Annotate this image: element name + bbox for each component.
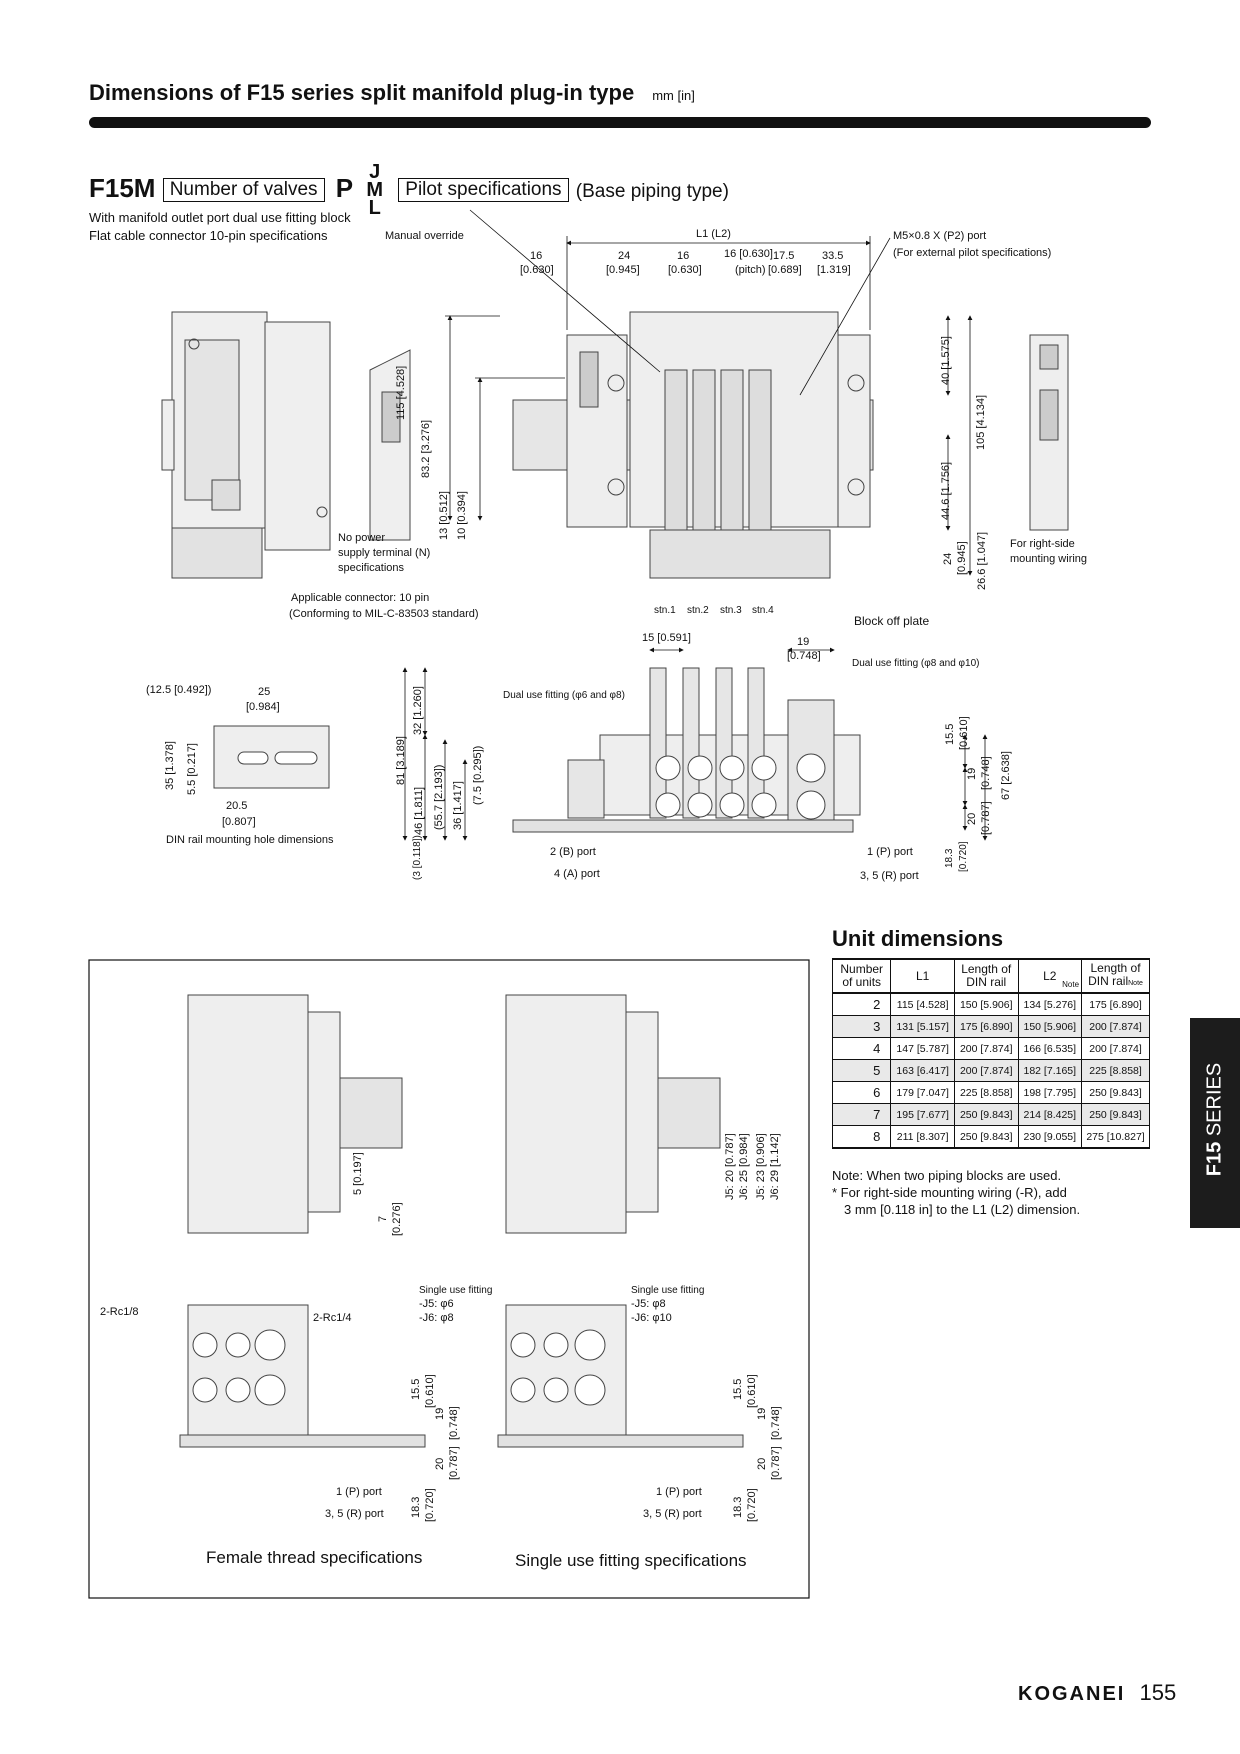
- var1-20-in: [0.787]: [448, 1446, 460, 1480]
- table-row: [833, 1060, 1150, 1082]
- female-caption: Female thread specifications: [206, 1548, 423, 1567]
- rc18-label: 2-Rc1/8: [100, 1306, 139, 1318]
- dim-81: 81 [3.189]: [395, 736, 407, 785]
- model-p: P: [335, 172, 354, 203]
- table-row: [833, 1104, 1150, 1126]
- variant-l: L: [368, 197, 381, 219]
- top-view: [513, 312, 873, 578]
- dual-fitting-right: Dual use fitting (φ8 and φ10): [852, 658, 980, 669]
- var2-19: 19: [756, 1407, 768, 1420]
- dim-36: 36 [1.417]: [452, 781, 464, 830]
- cell-n: 2: [833, 993, 891, 1016]
- dim-40: 40 [1.575]: [940, 336, 952, 385]
- connector-standard: (Conforming to MIL-C-83503 standard): [289, 608, 479, 620]
- var1-20: 20: [434, 1457, 446, 1470]
- pilot-box: Pilot specifications: [398, 178, 568, 202]
- single-caption: Single use fitting specifications: [515, 1551, 747, 1570]
- cell-l2: 150 [5.906]: [1018, 1016, 1082, 1038]
- dim-16a-in: [0.630]: [520, 264, 554, 276]
- series-tab-bold: F15: [1203, 1141, 1226, 1177]
- cell-l2: 182 [7.165]: [1018, 1060, 1082, 1082]
- series-tab-rest: SERIES: [1203, 1062, 1226, 1142]
- var1-port-r: 3, 5 (R) port: [325, 1508, 384, 1520]
- var2-155-in: [0.610]: [746, 1374, 758, 1408]
- th-l1: L1: [891, 959, 955, 993]
- var1-155: 15.5: [410, 1378, 422, 1400]
- th-din2-text: Length of DIN rail: [1088, 961, 1141, 988]
- l1-l2-label: L1 (L2): [696, 228, 731, 240]
- dim-24-in: [0.945]: [606, 264, 640, 276]
- single1-a: Single use fitting: [419, 1285, 493, 1296]
- page-number: 155: [1139, 1680, 1177, 1705]
- cell-din2: 250 [9.843]: [1082, 1104, 1150, 1126]
- cell-n: 3: [833, 1016, 891, 1038]
- pitch-label: (pitch): [735, 264, 766, 276]
- dim-46: 46 [1.811]: [413, 786, 425, 835]
- dim-7: 7: [377, 1215, 389, 1222]
- var1-19: 19: [434, 1407, 446, 1420]
- cell-din: 175 [6.890]: [954, 1016, 1018, 1038]
- cell-l1: 115 [4.528]: [891, 993, 955, 1016]
- single2-b: -J5: φ8: [631, 1298, 666, 1310]
- cell-din2: 200 [7.874]: [1082, 1038, 1150, 1060]
- dim-175: 17.5: [773, 250, 795, 262]
- dim-19h: 19: [797, 636, 810, 648]
- dim-3: (3 [0.118]): [412, 835, 423, 880]
- page-footer: [1018, 1680, 1176, 1706]
- unit-note-1: Note: When two piping blocks are used.: [832, 1168, 1062, 1183]
- dim-24v: 24: [942, 552, 954, 565]
- dim-20-in: [0.787]: [980, 801, 992, 835]
- var2-port-p: 1 (P) port: [656, 1486, 702, 1498]
- dim-183: 18.3: [944, 848, 955, 868]
- cell-n: 5: [833, 1060, 891, 1082]
- dim-10: 10 [0.394]: [456, 491, 468, 540]
- dim-446: 44.6 [1.756]: [940, 461, 952, 520]
- din-rail-view: [214, 726, 329, 788]
- dim-32: 32 [1.260]: [412, 686, 424, 735]
- title-text: Dimensions of F15 series split manifold plug-in type: [89, 80, 635, 105]
- th-units: Number of units: [833, 959, 891, 993]
- cell-l2: 230 [9.055]: [1018, 1126, 1082, 1149]
- cell-l2: 166 [6.535]: [1018, 1038, 1082, 1060]
- spec-note-1: With manifold outlet port dual use fitting block: [89, 210, 351, 225]
- port-a-label: 4 (A) port: [554, 868, 600, 880]
- brand-logo: KOGANEI: [1018, 1683, 1126, 1705]
- dim-832: 83.2 [3.276]: [420, 419, 432, 478]
- j5-20: J5: 20 [0.787]: [724, 1133, 736, 1200]
- cell-din: 225 [8.858]: [954, 1082, 1018, 1104]
- stn2-label: stn.2: [687, 605, 709, 616]
- th-din: Length of DIN rail: [954, 959, 1018, 993]
- var1-155-in: [0.610]: [424, 1374, 436, 1408]
- model-code: F15M: [89, 172, 156, 203]
- dim-67: 67 [2.638]: [1000, 751, 1012, 800]
- dim-75: (7.5 [0.295]): [472, 745, 484, 805]
- spec-note-2: Flat cable connector 10-pin specifications: [89, 228, 328, 243]
- stn1-label: stn.1: [654, 605, 676, 616]
- dim-183-in: [0.720]: [958, 841, 969, 872]
- cell-din2: 250 [9.843]: [1082, 1082, 1150, 1104]
- dim-105: 105 [4.134]: [975, 394, 987, 450]
- j6-29: J6: 29 [1.142]: [769, 1133, 781, 1200]
- cell-n: 6: [833, 1082, 891, 1104]
- din-caption: DIN rail mounting hole dimensions: [166, 834, 334, 846]
- dim-266: 26.6 [1.047]: [976, 531, 988, 590]
- port-p-label: 1 (P) port: [867, 846, 913, 858]
- cell-l1: 163 [6.417]: [891, 1060, 955, 1082]
- cell-din: 250 [9.843]: [954, 1126, 1018, 1149]
- right-side-1: For right-side: [1010, 538, 1075, 550]
- dim-335: 33.5: [822, 250, 844, 262]
- cell-din: 250 [9.843]: [954, 1104, 1018, 1126]
- dim-5: 5 [0.197]: [352, 1152, 364, 1195]
- variant-m: M: [366, 179, 384, 201]
- var1-183-in: [0.720]: [424, 1488, 436, 1522]
- dim-19v-in: [0.748]: [980, 756, 992, 790]
- table-row: [833, 1016, 1150, 1038]
- dim-16b: 16: [677, 250, 690, 262]
- din-205: 20.5: [226, 800, 248, 812]
- right-side-view: [1030, 335, 1068, 530]
- cell-din: 200 [7.874]: [954, 1038, 1018, 1060]
- cell-n: 4: [833, 1038, 891, 1060]
- dim-335-in: [1.319]: [817, 264, 851, 276]
- cell-din2: 225 [8.858]: [1082, 1060, 1150, 1082]
- series-side-tab: [1190, 1018, 1240, 1228]
- cell-din: 200 [7.874]: [954, 1060, 1018, 1082]
- variant-j: J: [369, 161, 381, 183]
- no-power-3: specifications: [338, 562, 405, 574]
- unit-text: mm [in]: [652, 88, 695, 103]
- cell-l1: 131 [5.157]: [891, 1016, 955, 1038]
- table-row: [833, 1082, 1150, 1104]
- dim-16a: 16: [530, 250, 543, 262]
- single2-a: Single use fitting: [631, 1285, 705, 1296]
- j5-23: J5: 23 [0.906]: [755, 1133, 767, 1200]
- table-row: [833, 1038, 1150, 1060]
- cell-l1: 179 [7.047]: [891, 1082, 955, 1104]
- dim-557: (55.7 [2.193]): [433, 764, 445, 830]
- dim-24v-in: [0.945]: [956, 541, 968, 575]
- din-55: 5.5 [0.217]: [186, 743, 198, 795]
- din-25-in: [0.984]: [246, 701, 280, 713]
- din-205-in: [0.807]: [222, 816, 256, 828]
- var1-port-p: 1 (P) port: [336, 1486, 382, 1498]
- dim-175-in: [0.689]: [768, 264, 802, 276]
- dim-155-in: [0.610]: [958, 716, 970, 750]
- cell-din2: 275 [10.827]: [1082, 1126, 1150, 1149]
- cell-l1: 211 [8.307]: [891, 1126, 955, 1149]
- cell-l2: 214 [8.425]: [1018, 1104, 1082, 1126]
- din-35: 35 [1.378]: [164, 741, 176, 790]
- dim-15h: 15 [0.591]: [642, 632, 691, 644]
- table-row: [833, 993, 1150, 1016]
- m5-port-note: (For external pilot specifications): [893, 247, 1052, 259]
- dim-19h-in: [0.748]: [787, 650, 821, 662]
- side-view-left: [162, 312, 330, 578]
- dim-7-in: [0.276]: [391, 1202, 403, 1236]
- cell-n: 8: [833, 1126, 891, 1149]
- th-din2: [1082, 959, 1150, 993]
- right-side-2: mounting wiring: [1010, 553, 1088, 565]
- model-tail: (Base piping type): [575, 180, 729, 202]
- port-r-label: 3, 5 (R) port: [860, 870, 919, 882]
- th-l2-note: Note: [1062, 980, 1080, 989]
- cell-din: 150 [5.906]: [954, 993, 1018, 1016]
- dim-20: 20: [966, 812, 978, 825]
- var2-20-in: [0.787]: [770, 1446, 782, 1480]
- cell-l1: 195 [7.677]: [891, 1104, 955, 1126]
- dim-16b-in: [0.630]: [668, 264, 702, 276]
- dim-155: 15.5: [944, 723, 956, 745]
- din-125: (12.5 [0.492]): [146, 684, 212, 696]
- valves-box: Number of valves: [163, 178, 325, 202]
- cell-din2: 200 [7.874]: [1082, 1016, 1150, 1038]
- single1-c: -J6: φ8: [419, 1312, 454, 1324]
- stn3-label: stn.3: [720, 605, 742, 616]
- table-header-row: [833, 959, 1150, 993]
- var1-19-in: [0.748]: [448, 1406, 460, 1440]
- th-din2-note: Note: [1128, 980, 1143, 987]
- var2-155: 15.5: [732, 1378, 744, 1400]
- din-25: 25: [258, 686, 271, 698]
- no-power-2: supply terminal (N): [338, 547, 431, 559]
- var2-port-r: 3, 5 (R) port: [643, 1508, 702, 1520]
- rc14-label: 2-Rc1/4: [313, 1312, 352, 1324]
- variant-views: [180, 995, 743, 1447]
- manual-override-label: Manual override: [385, 230, 464, 242]
- unit-note-2: * For right-side mounting wiring (-R), add: [832, 1185, 1067, 1200]
- unit-dimensions-table: [832, 958, 1150, 1149]
- unit-dimensions-table-wrap: [832, 958, 1150, 1149]
- cell-l1: 147 [5.787]: [891, 1038, 955, 1060]
- dim-19v: 19: [966, 767, 978, 780]
- stn4-label: stn.4: [752, 605, 774, 616]
- th-l2-text: L2: [1043, 968, 1057, 983]
- block-off-plate-label: Block off plate: [854, 614, 930, 628]
- port-b-label: 2 (B) port: [550, 846, 596, 858]
- m5-port-label: M5×0.8 X (P2) port: [893, 230, 987, 242]
- dim-16c: 16 [0.630]: [724, 248, 773, 260]
- var2-183: 18.3: [732, 1496, 744, 1518]
- unit-note-3: 3 mm [0.118 in] to the L1 (L2) dimension.: [844, 1202, 1081, 1217]
- dual-fitting-left: Dual use fitting (φ6 and φ8): [503, 690, 625, 701]
- table-row: [833, 1126, 1150, 1149]
- cell-n: 7: [833, 1104, 891, 1126]
- connector-label: Applicable connector: 10 pin: [291, 592, 430, 604]
- var2-19-in: [0.748]: [770, 1406, 782, 1440]
- j6-25: J6: 25 [0.984]: [738, 1133, 750, 1200]
- series-tab-text: [1204, 1015, 1227, 1225]
- single2-c: -J6: φ10: [631, 1312, 672, 1324]
- var1-183: 18.3: [410, 1496, 422, 1518]
- var2-183-in: [0.720]: [746, 1488, 758, 1522]
- no-power-1: No power: [338, 532, 386, 544]
- dim-24: 24: [618, 250, 631, 262]
- unit-dimensions-title: Unit dimensions: [832, 926, 1004, 951]
- dim-13: 13 [0.512]: [438, 491, 450, 540]
- th-l2: [1018, 959, 1082, 993]
- cell-l2: 134 [5.276]: [1018, 993, 1082, 1016]
- single1-b: -J5: φ6: [419, 1298, 454, 1310]
- dim-115: 115 [4.528]: [395, 365, 407, 420]
- var2-20: 20: [756, 1457, 768, 1470]
- cell-l2: 198 [7.795]: [1018, 1082, 1082, 1104]
- cell-din2: 175 [6.890]: [1082, 993, 1150, 1016]
